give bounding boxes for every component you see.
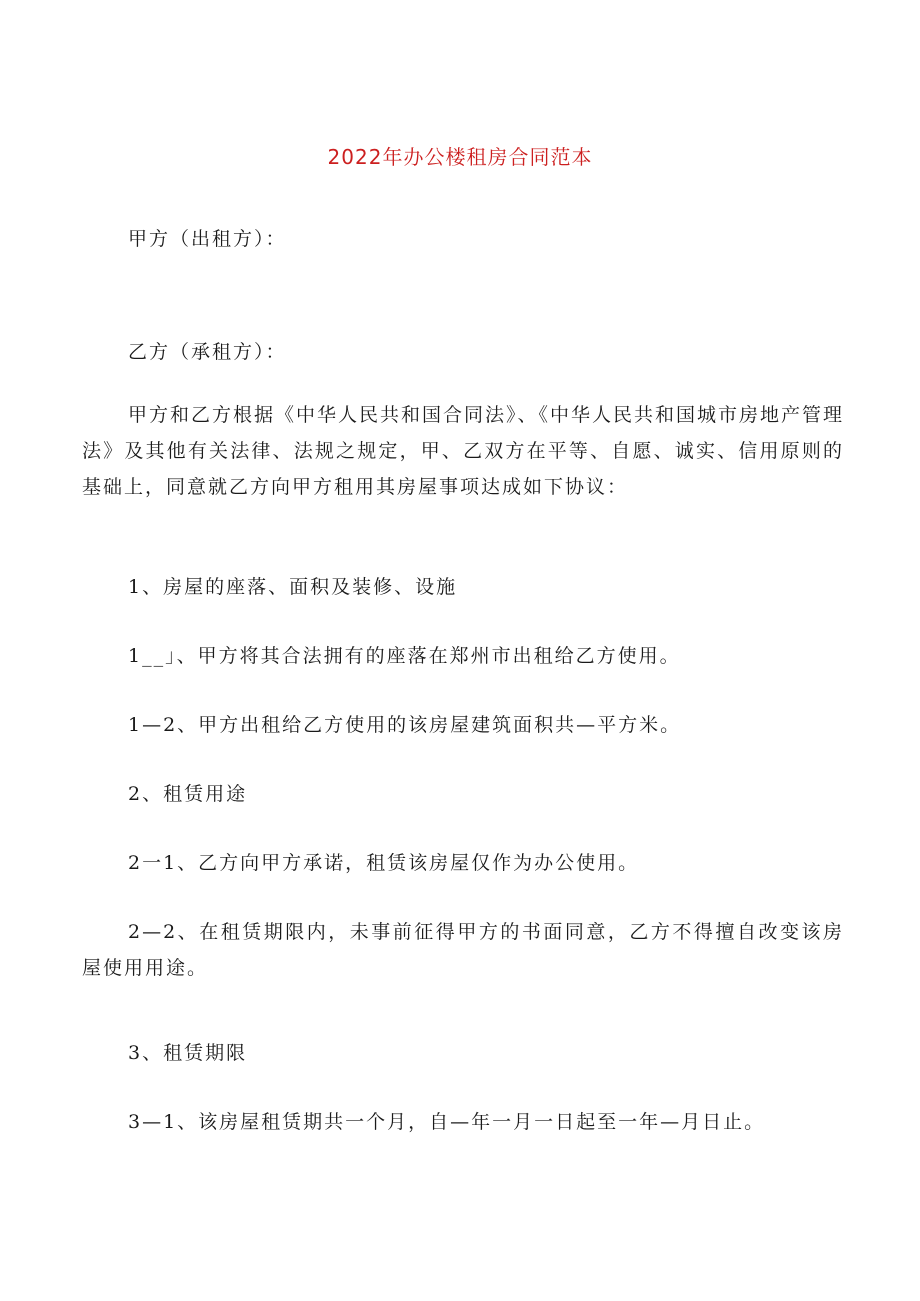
section-2-heading: 2、租赁用途 xyxy=(128,783,248,805)
section-1-heading: 1、房屋的座落、面积及装修、设施 xyxy=(128,576,458,598)
clause-3-1: 3—1、该房屋租赁期共一个月，自—年一月一日起至一年—月日止。 xyxy=(128,1111,766,1133)
party-b-line: 乙方（承租方）： xyxy=(128,341,287,363)
clause-1-1: 1__」、甲方将其合法拥有的座落在郑州市出租给乙方使用。 xyxy=(128,645,681,667)
preamble-paragraph: 甲方和乙方根据《中华人民共和国合同法》、《中华人民共和国城市房地产管理法》及其他有关法律、法规之规定，甲、乙双方在平等、自愿、诚实、信用原则的基础上，同意就乙方向甲方租用其房屋事项达成如下协议： xyxy=(82,404,845,498)
section-3-heading: 3、租赁期限 xyxy=(128,1042,248,1064)
clause-2-2: 2—2、在租赁期限内，未事前征得甲方的书面同意，乙方不得擅自改变该房屋使用用途。 xyxy=(82,921,844,979)
document-title: 2022年办公楼租房合同范本 xyxy=(327,145,593,169)
party-a-line: 甲方（出租方）： xyxy=(128,228,287,250)
clause-1-2: 1—2、甲方出租给乙方使用的该房屋建筑面积共—平方米。 xyxy=(128,714,682,736)
clause-2-1: 2一1、乙方向甲方承诺，租赁该房屋仅作为办公使用。 xyxy=(128,852,640,874)
